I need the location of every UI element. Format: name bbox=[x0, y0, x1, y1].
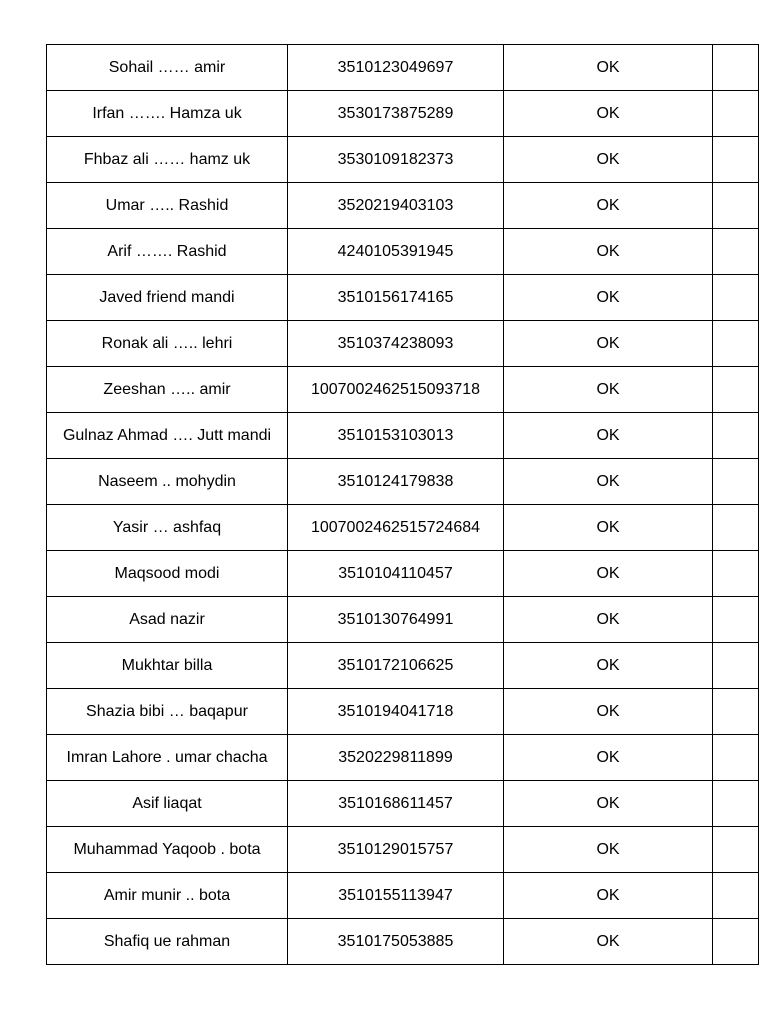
table-row bbox=[47, 643, 759, 689]
person-name-cell: Yasir … ashfaq bbox=[47, 505, 288, 551]
table-row bbox=[47, 45, 759, 91]
id-number-cell: 3510156174165 bbox=[288, 275, 504, 321]
table-row bbox=[47, 551, 759, 597]
id-number-cell: 3510172106625 bbox=[288, 643, 504, 689]
id-number-cell: 3530173875289 bbox=[288, 91, 504, 137]
table-row bbox=[47, 183, 759, 229]
table-row bbox=[47, 275, 759, 321]
person-name-cell: Amir munir .. bota bbox=[47, 873, 288, 919]
id-number-cell: 3510104110457 bbox=[288, 551, 504, 597]
status-cell: OK bbox=[504, 367, 713, 413]
person-name-cell: Irfan ……. Hamza uk bbox=[47, 91, 288, 137]
blank-cell bbox=[713, 643, 759, 689]
status-cell: OK bbox=[504, 91, 713, 137]
blank-cell bbox=[713, 689, 759, 735]
id-number-cell: 3510374238093 bbox=[288, 321, 504, 367]
status-cell: OK bbox=[504, 413, 713, 459]
blank-cell bbox=[713, 45, 759, 91]
status-cell: OK bbox=[504, 505, 713, 551]
records-table-body bbox=[47, 45, 759, 965]
status-cell: OK bbox=[504, 551, 713, 597]
status-cell: OK bbox=[504, 873, 713, 919]
id-number-cell: 1007002462515093718 bbox=[288, 367, 504, 413]
person-name-cell: Sohail …… amir bbox=[47, 45, 288, 91]
table-row bbox=[47, 873, 759, 919]
blank-cell bbox=[713, 91, 759, 137]
table-row bbox=[47, 919, 759, 965]
table-row bbox=[47, 505, 759, 551]
status-cell: OK bbox=[504, 321, 713, 367]
id-number-cell: 3510194041718 bbox=[288, 689, 504, 735]
person-name-cell: Shafiq ue rahman bbox=[47, 919, 288, 965]
blank-cell bbox=[713, 321, 759, 367]
table-row bbox=[47, 689, 759, 735]
person-name-cell: Asif liaqat bbox=[47, 781, 288, 827]
status-cell: OK bbox=[504, 183, 713, 229]
table-row bbox=[47, 781, 759, 827]
person-name-cell: Maqsood modi bbox=[47, 551, 288, 597]
id-number-cell: 3530109182373 bbox=[288, 137, 504, 183]
person-name-cell: Imran Lahore . umar chacha bbox=[47, 735, 288, 781]
blank-cell bbox=[713, 551, 759, 597]
id-number-cell: 3510168611457 bbox=[288, 781, 504, 827]
blank-cell bbox=[713, 919, 759, 965]
status-cell: OK bbox=[504, 45, 713, 91]
person-name-cell: Muhammad Yaqoob . bota bbox=[47, 827, 288, 873]
table-row bbox=[47, 137, 759, 183]
id-number-cell: 4240105391945 bbox=[288, 229, 504, 275]
status-cell: OK bbox=[504, 919, 713, 965]
status-cell: OK bbox=[504, 597, 713, 643]
table-row bbox=[47, 229, 759, 275]
person-name-cell: Asad nazir bbox=[47, 597, 288, 643]
blank-cell bbox=[713, 183, 759, 229]
person-name-cell: Naseem .. mohydin bbox=[47, 459, 288, 505]
blank-cell bbox=[713, 229, 759, 275]
table-row bbox=[47, 321, 759, 367]
table-row bbox=[47, 91, 759, 137]
status-cell: OK bbox=[504, 137, 713, 183]
person-name-cell: Javed friend mandi bbox=[47, 275, 288, 321]
status-cell: OK bbox=[504, 781, 713, 827]
status-cell: OK bbox=[504, 689, 713, 735]
person-name-cell: Ronak ali ….. lehri bbox=[47, 321, 288, 367]
status-cell: OK bbox=[504, 459, 713, 505]
person-name-cell: Fhbaz ali …… hamz uk bbox=[47, 137, 288, 183]
person-name-cell: Mukhtar billa bbox=[47, 643, 288, 689]
records-table bbox=[46, 44, 759, 965]
id-number-cell: 3510129015757 bbox=[288, 827, 504, 873]
blank-cell bbox=[713, 873, 759, 919]
table-row bbox=[47, 597, 759, 643]
blank-cell bbox=[713, 413, 759, 459]
blank-cell bbox=[713, 367, 759, 413]
id-number-cell: 3520219403103 bbox=[288, 183, 504, 229]
id-number-cell: 3520229811899 bbox=[288, 735, 504, 781]
status-cell: OK bbox=[504, 275, 713, 321]
id-number-cell: 3510130764991 bbox=[288, 597, 504, 643]
table-row bbox=[47, 413, 759, 459]
id-number-cell: 3510175053885 bbox=[288, 919, 504, 965]
id-number-cell: 1007002462515724684 bbox=[288, 505, 504, 551]
table-row bbox=[47, 367, 759, 413]
person-name-cell: Zeeshan ….. amir bbox=[47, 367, 288, 413]
person-name-cell: Arif ……. Rashid bbox=[47, 229, 288, 275]
id-number-cell: 3510123049697 bbox=[288, 45, 504, 91]
blank-cell bbox=[713, 505, 759, 551]
status-cell: OK bbox=[504, 229, 713, 275]
person-name-cell: Umar ….. Rashid bbox=[47, 183, 288, 229]
blank-cell bbox=[713, 459, 759, 505]
blank-cell bbox=[713, 597, 759, 643]
table-row bbox=[47, 827, 759, 873]
table-row bbox=[47, 735, 759, 781]
blank-cell bbox=[713, 735, 759, 781]
status-cell: OK bbox=[504, 643, 713, 689]
blank-cell bbox=[713, 137, 759, 183]
table-row bbox=[47, 459, 759, 505]
id-number-cell: 3510124179838 bbox=[288, 459, 504, 505]
status-cell: OK bbox=[504, 827, 713, 873]
blank-cell bbox=[713, 781, 759, 827]
status-cell: OK bbox=[504, 735, 713, 781]
blank-cell bbox=[713, 275, 759, 321]
person-name-cell: Gulnaz Ahmad …. Jutt mandi bbox=[47, 413, 288, 459]
id-number-cell: 3510153103013 bbox=[288, 413, 504, 459]
id-number-cell: 3510155113947 bbox=[288, 873, 504, 919]
person-name-cell: Shazia bibi … baqapur bbox=[47, 689, 288, 735]
blank-cell bbox=[713, 827, 759, 873]
